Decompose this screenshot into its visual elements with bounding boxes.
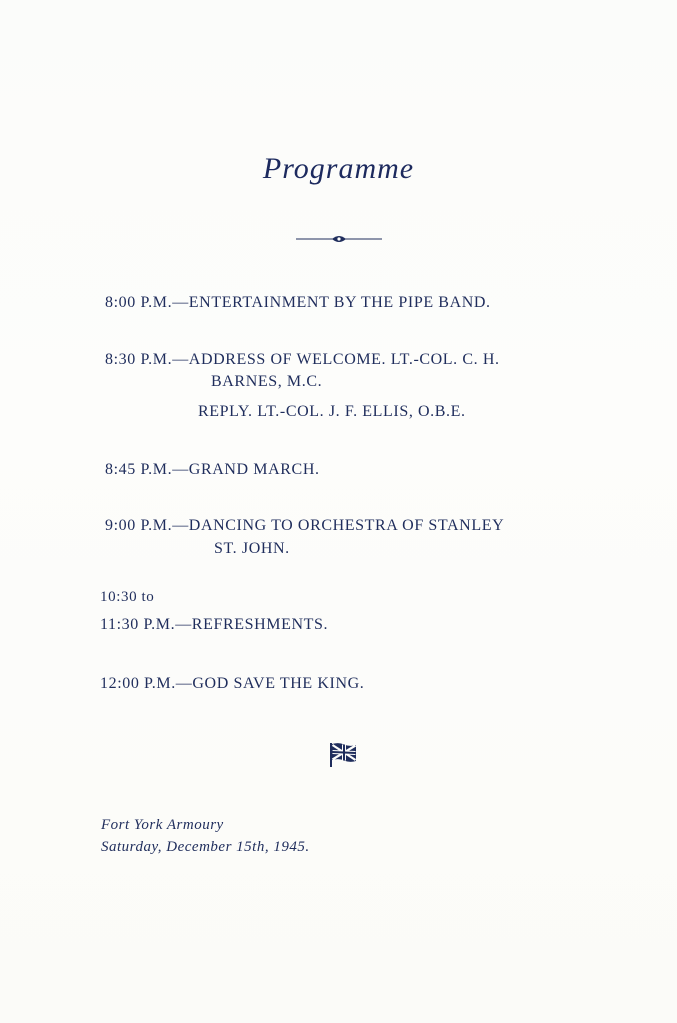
program-item-1: [105, 294, 491, 312]
program-item-5-text: —REFRESHMENTS.: [175, 616, 329, 633]
program-item-1-time: 8:00 P.M.: [105, 294, 173, 311]
program-item-6-text: —GOD SAVE THE KING.: [175, 675, 365, 692]
ornamental-rule-icon: [296, 232, 382, 246]
program-item-4-time: 9:00 P.M.: [105, 517, 173, 534]
program-item-5: [100, 616, 328, 634]
program-item-2-time: 8:30 P.M.: [105, 351, 173, 368]
program-item-3: [105, 461, 320, 479]
page-title: Programme: [262, 152, 415, 185]
program-item-6-time: 12:00 P.M.: [100, 675, 176, 692]
program-item-6: [100, 675, 364, 693]
program-item-2-text: —ADDRESS OF WELCOME. LT.-COL. C. H.: [172, 351, 500, 368]
venue-text: Fort York Armoury: [101, 817, 224, 833]
program-item-5-time: 11:30 P.M.: [100, 616, 176, 633]
program-item-2-continuation: BARNES, M.C.: [211, 373, 323, 390]
union-jack-flag-icon: [329, 742, 357, 768]
program-item-3-time: 8:45 P.M.: [105, 461, 173, 478]
program-item-5-time-start: 10:30 to: [100, 589, 155, 605]
program-item-4-continuation: ST. JOHN.: [214, 540, 290, 557]
program-item-2: [105, 351, 500, 369]
date-text: Saturday, December 15th, 1945.: [101, 839, 310, 855]
program-item-2-reply: REPLY. LT.-COL. J. F. ELLIS, O.B.E.: [198, 403, 466, 420]
program-item-4-text: —DANCING TO ORCHESTRA OF STANLEY: [172, 517, 505, 534]
program-item-4: [105, 517, 504, 535]
program-item-3-text: —GRAND MARCH.: [172, 461, 320, 478]
program-item-1-text: —ENTERTAINMENT BY THE PIPE BAND.: [172, 294, 491, 311]
